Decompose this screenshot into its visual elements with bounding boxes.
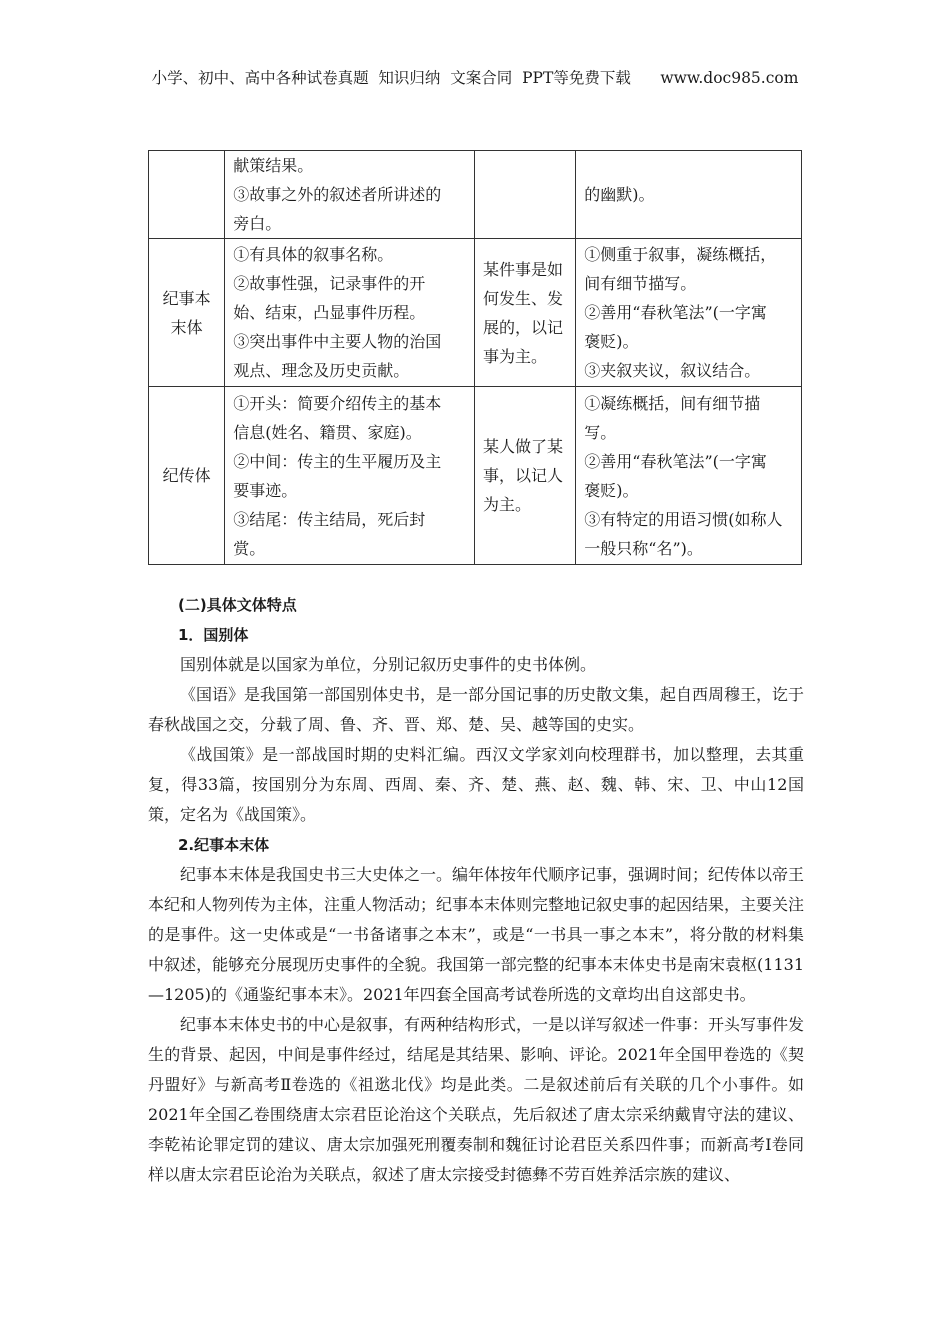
- table-line: 展的，以记: [482, 317, 563, 337]
- paragraph: 纪事本末体史书的中心是叙事，有两种结构形式，一是以详写叙述一件事：开头写事件发生的背景、起因，中间是事件经过，结尾是其结果、影响、评论。2021年全国甲卷选的《契丹盟好》与新高考Ⅱ卷选的《祖逖北伐》均是此类。二是叙述前后有关联的几个小事件。如2021年全国乙卷围绕唐太宗君臣论治这个关联点，先后叙述了唐太宗采纳戴胄守法的建议、李乾祐论罪定罚的建议、唐太宗加强死刑覆奏制和魏征讨论君臣关系四件事；而新高考Ⅰ卷同样以唐太宗君臣论治为关联点，叙述了唐太宗接受封德彝不劳百姓养活宗族的建议、: [148, 1015, 805, 1184]
- table-line: [584, 151, 793, 180]
- paragraph: 《国语》是我国第一部国别体史书，是一部分国记事的历史散文集，起自西周穆王，讫于春秋战国之交，分载了周、鲁、齐、晋、郑、楚、吴、越等国的史实。: [148, 685, 805, 734]
- genre-name-cell: [149, 239, 225, 387]
- features-cell: [225, 387, 475, 565]
- table-row: [149, 151, 802, 239]
- table-line: 旁白。: [233, 214, 282, 233]
- section-heading: (二)具体文体特点: [178, 596, 297, 614]
- table-line: ③有特定的用语习惯(如称人: [584, 509, 783, 529]
- paragraph: 纪事本末体是我国史书三大史体之一。编年体按年代顺序记事，强调时间；纪传体以帝王本纪和人物列传为主体，注重人物活动；纪事本末体则完整地记叙史事的起因结果，主要关注的是事件。这一史体或是“一书备诸事之本末”，或是“一书具一事之本末”，将分散的材料集中叙述，能够充分展现历史事件的全貌。我国第一部完整的纪事本末体史书是南宋袁枢(1131—1205)的《通鉴纪事本末》。2021年四套全国高考试卷所选的文章均出自这部史书。: [148, 865, 805, 1004]
- table-line: ②善用“春秋笔法”(一字寓: [584, 451, 767, 471]
- table-line: ②善用“春秋笔法”(一字寓: [584, 303, 767, 322]
- genre-name-cell: [149, 387, 225, 565]
- table-line: ③突出事件中主要人物的治国: [233, 332, 442, 351]
- table-line: 写。: [584, 422, 617, 442]
- table-row: [149, 387, 802, 565]
- table-line: 为主。: [482, 495, 531, 514]
- table-line: 始、结束，凸显事件历程。: [233, 303, 426, 322]
- narration-cell: [576, 387, 802, 565]
- table-line: 要事迹。: [233, 480, 298, 500]
- narration-cell: [576, 151, 802, 239]
- table-line: [584, 209, 793, 238]
- features-cell: [225, 239, 475, 387]
- table-line: 褒贬)。: [584, 332, 639, 351]
- table-line: 某人做了某: [482, 437, 563, 456]
- narration-cell: [576, 239, 802, 387]
- table-line: 观点、理念及历史贡献。: [233, 361, 410, 380]
- focus-cell: [474, 151, 575, 239]
- table-line: ②中间：传主的生平履历及主: [233, 451, 442, 471]
- table-line: ③结尾：传主结局，死后封: [233, 509, 426, 529]
- table-line: 事为主。: [482, 346, 547, 366]
- table-line: 献策结果。: [233, 156, 314, 175]
- genre-name-cell: [149, 151, 225, 239]
- table-line: 间有细节描写。: [584, 274, 697, 293]
- table-line: 赏。: [233, 538, 266, 558]
- table-line: 一般只称“名”)。: [584, 538, 703, 558]
- table-line: 何发生、发: [482, 288, 563, 308]
- table-line: ③故事之外的叙述者所讲述的: [233, 185, 442, 204]
- paragraph: 国别体就是以国家为单位，分别记叙历史事件的史书体例。: [180, 655, 597, 674]
- table-line: ①有具体的叙事名称。: [233, 245, 394, 264]
- table-line: 褒贬)。: [584, 480, 639, 500]
- table-row: [149, 239, 802, 387]
- table-line: 的幽默)。: [584, 185, 655, 204]
- table-line: 某件事是如: [482, 259, 563, 279]
- focus-cell: [474, 387, 575, 565]
- features-cell: [225, 151, 475, 239]
- page-header: 小学、初中、高中各种试卷真题 知识归纳 文案合同 PPT等免费下载 www.doc985.com: [151, 69, 799, 87]
- table-line: ③夹叙夹议，叙议结合。: [584, 361, 761, 380]
- table-line: 信息(姓名、籍贯、家庭)。: [233, 422, 422, 442]
- subsection-heading: 2.纪事本末体: [178, 836, 270, 854]
- table-line: ①凝练概括，间有细节描: [584, 393, 761, 413]
- table-line: ②故事性强，记录事件的开: [233, 274, 426, 293]
- table-line: 事，以记人: [482, 466, 563, 485]
- table-line: 末体: [170, 317, 203, 337]
- paragraph: 《战国策》是一部战国时期的史料汇编。西汉文学家刘向校理群书，加以整理，去其重复，得33篇，按国别分为东周、西周、秦、齐、楚、燕、赵、魏、韩、宋、卫、中山12国策，定名为《战国策》。: [148, 745, 804, 824]
- table-line: ①开头：简要介绍传主的基本: [233, 393, 442, 413]
- table-line: 纪传体: [162, 466, 211, 485]
- focus-cell: [474, 239, 575, 387]
- subsection-heading: 1．国别体: [178, 626, 249, 644]
- table-line: ①侧重于叙事，凝练概括，: [584, 245, 777, 264]
- table-line: 纪事本: [162, 288, 211, 308]
- genre-comparison-table: [148, 150, 802, 565]
- body-text: [148, 590, 804, 1190]
